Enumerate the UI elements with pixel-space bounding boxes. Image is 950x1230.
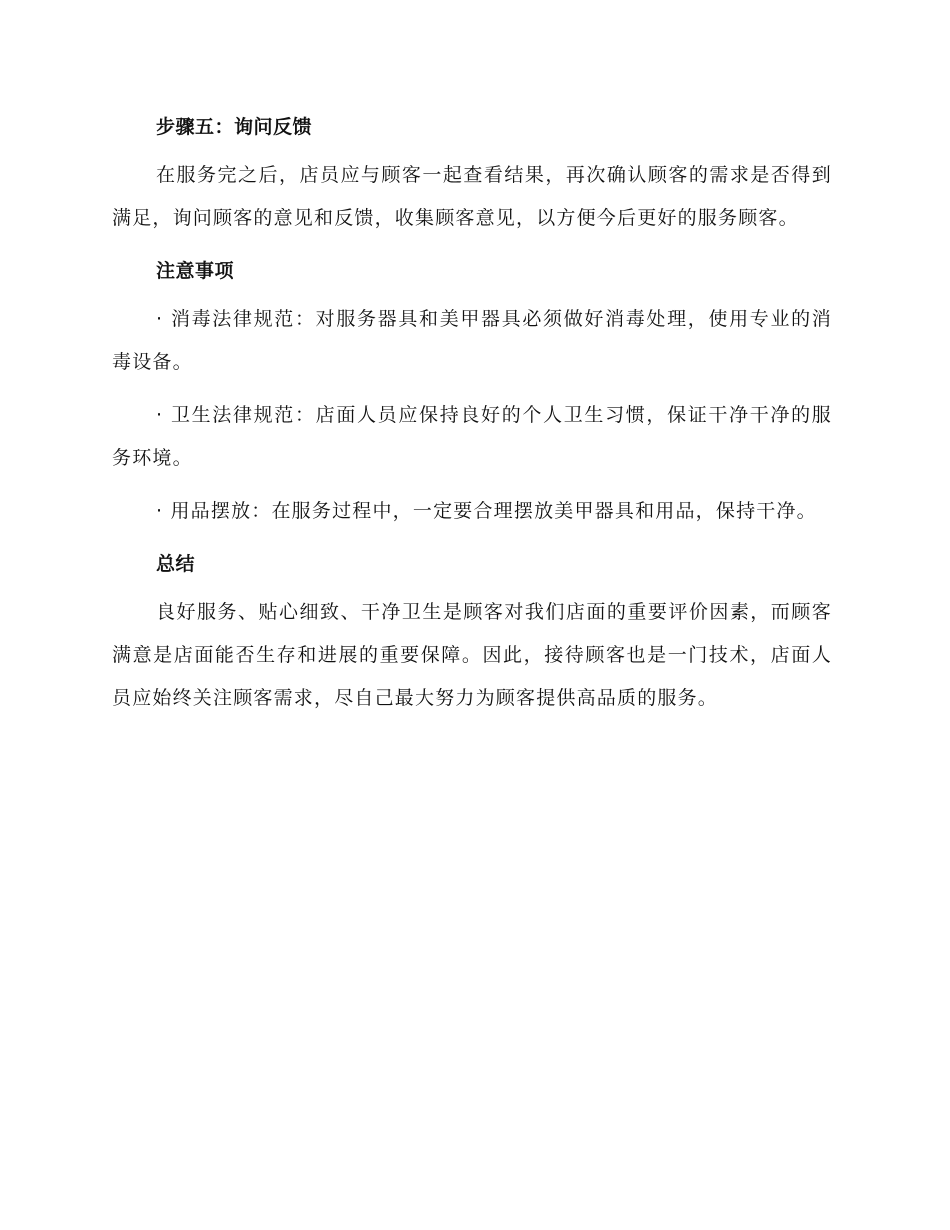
paragraph-summary: 良好服务、贴心细致、干净卫生是顾客对我们店面的重要评价因素，而顾客满意是店面能否生存和进展的重要保障。因此，接待顾客也是一门技术，店面人员应始终关注顾客需求，尽自己最大努力为顾客提供高品质的服务。 bbox=[112, 601, 832, 709]
paragraph-feedback: 在服务完之后，店员应与顾客一起查看结果，再次确认顾客的需求是否得到满足，询问顾客的意见和反馈，收集顾客意见，以方便今后更好的服务顾客。 bbox=[112, 164, 832, 229]
document-body bbox=[112, 108, 832, 730]
section-heading-feedback: 步骤五：询问反馈 bbox=[156, 116, 313, 138]
note-item-placement: · 用品摆放：在服务过程中，一定要合理摆放美甲器具和用品，保持干净。 bbox=[156, 500, 817, 522]
section-heading-notes: 注意事项 bbox=[156, 260, 235, 282]
note-item-hygiene: · 卫生法律规范：店面人员应保持良好的个人卫生习惯，保证干净干净的服务环境。 bbox=[112, 404, 832, 469]
section-heading-summary: 总结 bbox=[156, 553, 196, 575]
note-item-disinfection: · 消毒法律规范：对服务器具和美甲器具必须做好消毒处理，使用专业的消毒设备。 bbox=[112, 308, 832, 373]
